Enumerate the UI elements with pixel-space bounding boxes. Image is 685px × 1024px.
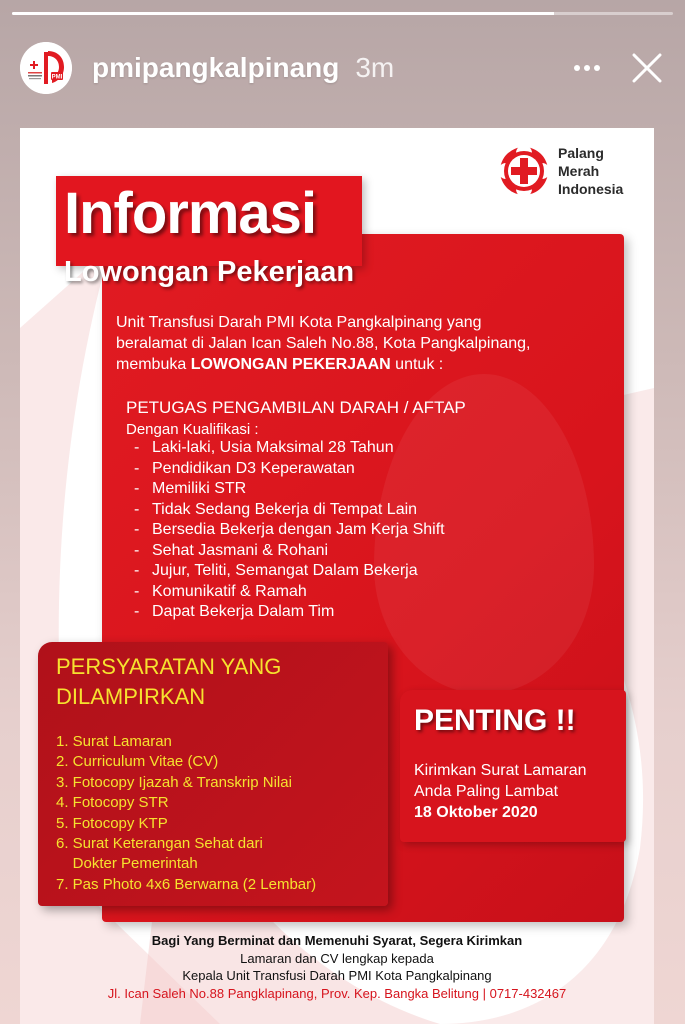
requirements-title (56, 652, 356, 712)
requirements-title-line: DILAMPIRKAN (56, 684, 206, 709)
qualification-list (134, 438, 445, 623)
qualification-text: Dapat Bekerja Dalam Tim (152, 603, 335, 620)
close-icon[interactable] (625, 46, 669, 90)
requirement-item: 5. Fotocopy KTP (56, 814, 168, 832)
qualification-item (134, 520, 445, 541)
qualification-item (134, 582, 445, 603)
footer-line: Bagi Yang Berminat dan Memenuhi Syarat, Segera Kirimkan (151, 933, 523, 948)
bullet-dash: - (134, 500, 140, 518)
logo-line: Palang (558, 145, 604, 161)
important-line: Kirimkan Surat Lamaran (414, 762, 587, 779)
story-progress-bar (12, 12, 673, 15)
qualification-text: Laki-laki, Usia Maksimal 28 Tahun (152, 439, 394, 456)
qualification-item (134, 479, 445, 500)
qualification-text: Memiliki STR (152, 480, 247, 497)
qualification-text: Jujur, Teliti, Semangat Dalam Bekerja (152, 562, 418, 579)
intro-text: untuk : (395, 356, 444, 373)
requirement-item: 2. Curriculum Vitae (CV) (56, 753, 219, 771)
pmi-logo (498, 144, 623, 198)
pmi-avatar-logo-icon (20, 42, 72, 94)
important-text (414, 760, 587, 823)
qualification-text: Tidak Sedang Bekerja di Tempat Lain (152, 500, 418, 518)
deadline-date: 18 Oktober 2020 (414, 804, 538, 821)
logo-line: Merah (558, 163, 600, 179)
requirements-title-line: PERSYARATAN YANG (56, 654, 282, 679)
intro-text: yang (446, 314, 482, 331)
intro-paragraph (116, 312, 616, 375)
bullet-dash: - (134, 603, 140, 620)
qualification-item (134, 602, 445, 623)
story-header (0, 38, 685, 98)
more-horizontal-icon[interactable] (567, 48, 607, 88)
avatar[interactable] (20, 42, 72, 94)
footer-line: Lamaran dan CV lengkap kepada (240, 950, 434, 966)
bullet-dash: - (134, 582, 140, 600)
bullet-dash: - (134, 459, 140, 477)
qualification-item (134, 541, 445, 562)
requirements-list (56, 732, 316, 895)
bullet-dash: - (134, 439, 140, 456)
qualification-text: Komunikatif & Ramah (152, 582, 307, 600)
requirement-item: Dokter Pemerintah (56, 855, 198, 873)
bullet-dash: - (134, 562, 140, 579)
job-poster (20, 128, 654, 1024)
story-time: 3m (355, 52, 395, 83)
story-progress-fill (12, 12, 554, 15)
intro-highlight: LOWONGAN PEKERJAAN (190, 356, 391, 373)
requirement-item: 3. Fotocopy Ijazah & Transkrip Nilai (56, 773, 292, 791)
qualification-text: Bersedia Bekerja dengan Jam Kerja Shift (152, 521, 445, 538)
svg-text:PMI: PMI (51, 74, 63, 81)
poster-subtitle: Lowongan Pekerjaan (64, 256, 355, 288)
poster-title: Informasi (64, 181, 317, 246)
poster-footer (20, 932, 654, 1002)
qualification-text: Pendidikan D3 Keperawatan (152, 459, 355, 477)
footer-address: Jl. Ican Saleh No.88 Pangklapinang, Prov. Kep. Bangka Belitung | 0717-432467 (107, 985, 567, 1001)
qualification-item (134, 438, 445, 459)
job-title: PETUGAS PENGAMBILAN DARAH / AFTAP (126, 398, 466, 417)
intro-text: membuka (116, 356, 187, 373)
bullet-dash: - (134, 541, 140, 559)
red-cross-flower-icon (498, 145, 550, 197)
important-line: Anda Paling Lambat (414, 783, 559, 800)
intro-address: beralamat di Jalan Ican Saleh No.88, Kota Pangkalpinang, (116, 335, 531, 352)
requirement-item: 1. Surat Lamaran (56, 733, 172, 750)
story-username[interactable]: pmipangkalpinang (92, 52, 340, 83)
bullet-dash: - (134, 521, 140, 538)
footer-line: Kepala Unit Transfusi Darah PMI Kota Pangkalpinang (182, 968, 492, 983)
qualification-item (134, 459, 445, 480)
intro-org: Unit Transfusi Darah PMI Kota Pangkalpinang (116, 314, 443, 331)
requirement-item: 6. Surat Keterangan Sehat dari (56, 834, 263, 852)
requirement-item: 4. Fotocopy STR (56, 794, 169, 812)
pmi-logo-text (558, 144, 623, 198)
bullet-dash: - (134, 480, 140, 497)
logo-line: Indonesia (558, 181, 624, 197)
qualification-text: Sehat Jasmani & Rohani (152, 541, 329, 559)
qualification-item (134, 561, 445, 582)
important-title: PENTING !! (414, 704, 576, 737)
requirement-item: 7. Pas Photo 4x6 Berwarna (2 Lembar) (56, 875, 317, 893)
qualification-label: Dengan Kualifikasi : (126, 421, 259, 438)
qualification-item (134, 500, 445, 521)
